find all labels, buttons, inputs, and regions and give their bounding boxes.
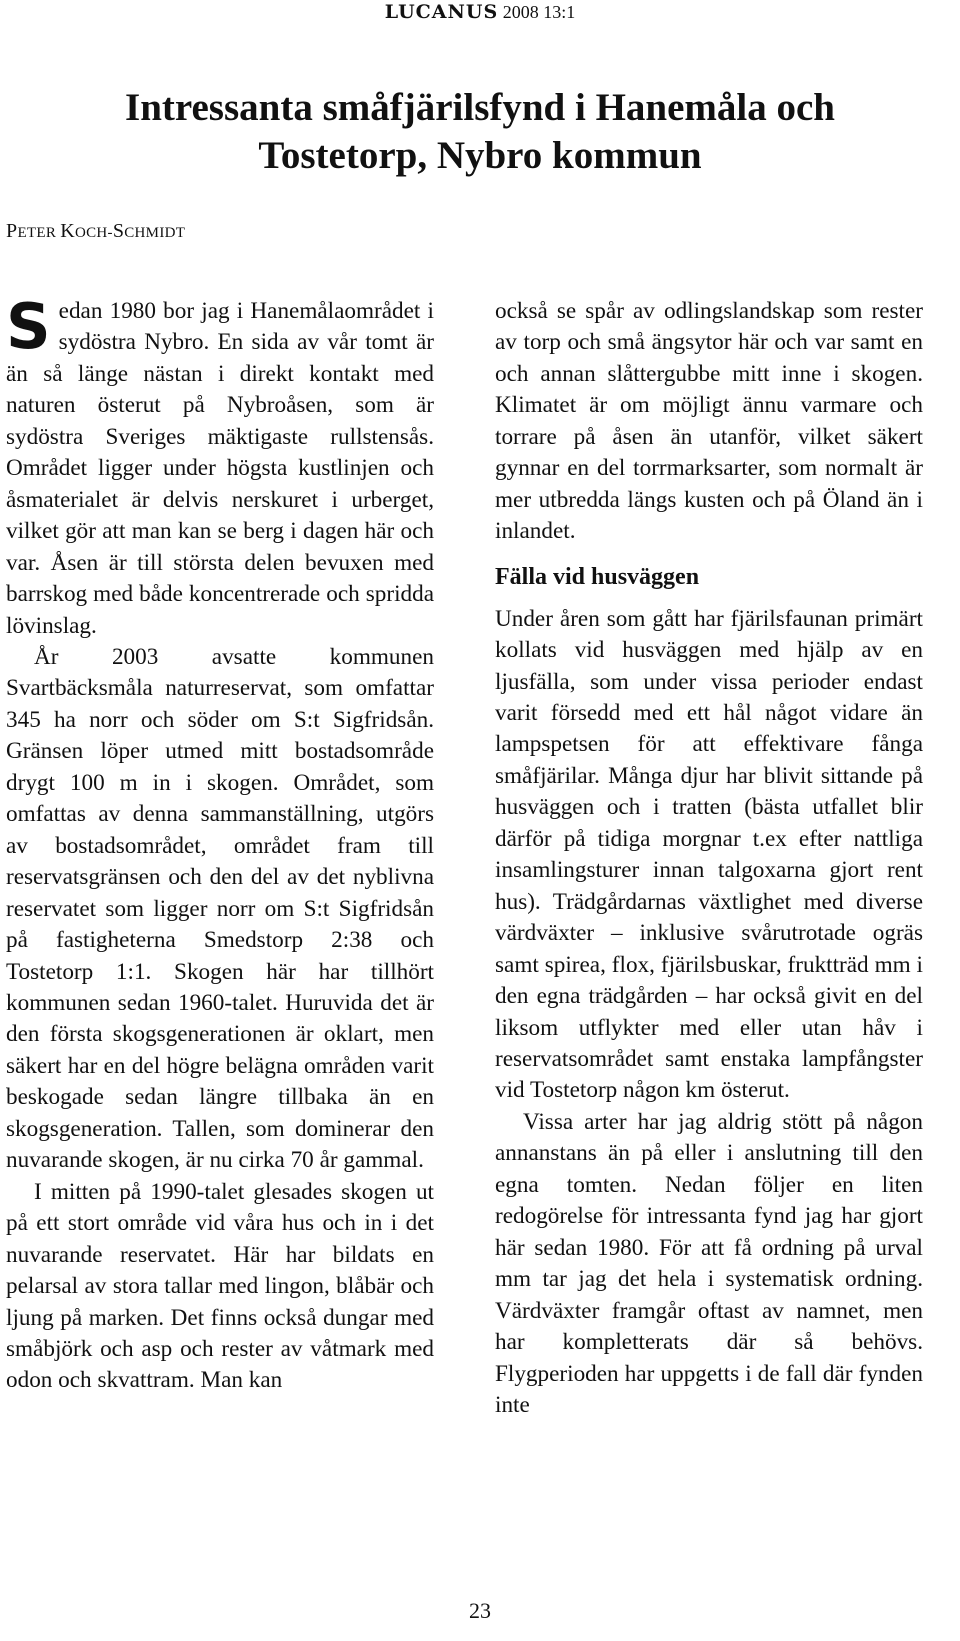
author-initial-1: P <box>6 220 18 242</box>
author-initial-3: S <box>112 220 125 242</box>
author-smallcaps-2: OCH- <box>74 225 113 241</box>
left-column <box>6 290 434 1397</box>
author-smallcaps-3: CHMIDT <box>124 225 186 241</box>
paragraph: I mitten på 1990-talet glesades skogen ut på ett stort område vid våra hus och in i det nuvarande reservatet. Här har bildats en pelarsal av stora tallar med lingon, blåbär och ljung på marken. Det finns också dungar med småbjörk och asp och rester av våtmark med odon och skvattram. Man kan <box>6 1178 434 1394</box>
right-column <box>495 296 923 1421</box>
author-byline <box>6 220 185 243</box>
title-line-1: Intressanta småfjärilsfynd i Hanemåla och <box>125 86 835 129</box>
paragraph: År 2003 avsatte kommunen Svartbäcksmåla naturreservat, som omfattar 345 ha norr och söder om S:t Sigfridsån. Gränsen löper utmed mitt bostadsområde drygt 100 m in i skogen. Området, som omfattas av denna sammanställning, utgörs av bostadsområdet, området fram till reservatsgränsen och den del av det nyblivna reservatet som ligger norr om S:t Sigfridsån på fastigheterna Smedstorp 2:38 och Tostetorp 1:1. Skogen här har tillhört kommunen sedan 1960-talet. Huruvida det är den första skogsgenerationen är oklart, men säkert har en del högre belägna områden varit beskogade sedan längre tillbaka än en skogsgeneration. Tallen, som dominerar den nuvarande skogen, är nu cirka 70 år gammal. <box>6 643 434 1174</box>
issue-label: 2008 13:1 <box>502 2 576 22</box>
paragraph: Vissa arter har jag aldrig stött på någon annanstans än på eller i anslutning till den egna tomten. Nedan följer en liten redogörelse för intressanta fynd jag har gjort här sedan 1980. För att få ordning på urval mm tar jag det hela i systematisk ordning. Värdväxter framgår oftast av namnet, men har kompletterats där så behövs. Flygperioden har uppgetts i de fall där fynden inte <box>495 1108 923 1418</box>
journal-name: LUCANUS <box>384 1 499 23</box>
page-number: 23 <box>469 1598 491 1623</box>
section-heading: Fälla vid husväggen <box>495 563 700 590</box>
paragraph: också se spår av odlingslandskap som rester av torp och små ängsytor här och var samt en och annan slåttergubbe mitt inne i skogen. Klimatet är om möjligt ännu varmare och torrare på åsen än utanför, vilket säkert gynnar en del torrmarksarter, som normalt är mer utbredda längs kusten och på Öland än i inlandet. <box>495 298 923 545</box>
paragraph <box>6 290 434 642</box>
author-initial-2: K <box>60 220 75 242</box>
article-title <box>0 84 960 180</box>
paragraph: Under åren som gått har fjärilsfaunan primärt kollats vid husväggen med hjälp av en ljusfälla, som under vissa perioder endast varit försedd med ett hål något vidare än lampspetsen för att effektivare fånga småfjärilar. Många djur har blivit sittande på husväggen och i tratten (bästa utfallet blir därför på tidiga morgnar t.ex efter nattliga insamlingsturer innan talgoxarna gjort rent hus). Trädgårdarnas växtlighet med diverse värdväxter – inklusive svårutrotade ogräs samt spirea, flox, fjärilsbuskar, fruktträd mm i den egna trädgården – har också givit en del liksom utflykter med eller utan håv i reservatsområdet samt enstaka lampfångster vid Tostetorp någon km österut. <box>495 605 923 1104</box>
drop-cap: S <box>6 290 51 363</box>
paragraph-text: edan 1980 bor jag i Hanemålaområdet i sydöstra Nybro. En sida av vår tomt är än så länge nästan i direkt kontakt med naturen österut på Nybroåsen, som är sydöstra Sveriges mäktigaste rullstensås. Området ligger under högsta kustlinjen och åsmaterialet är delvis nerskuret i urberget, vilket gör att man kan se berg i dagen här och var. Åsen är till största delen bevuxen med barrskog med både koncentrerade och spridda lövinslag. <box>6 298 434 639</box>
author-smallcaps-1: ETER <box>17 225 61 241</box>
running-header <box>0 0 960 24</box>
title-line-2: Tostetorp, Nybro kommun <box>258 134 702 177</box>
